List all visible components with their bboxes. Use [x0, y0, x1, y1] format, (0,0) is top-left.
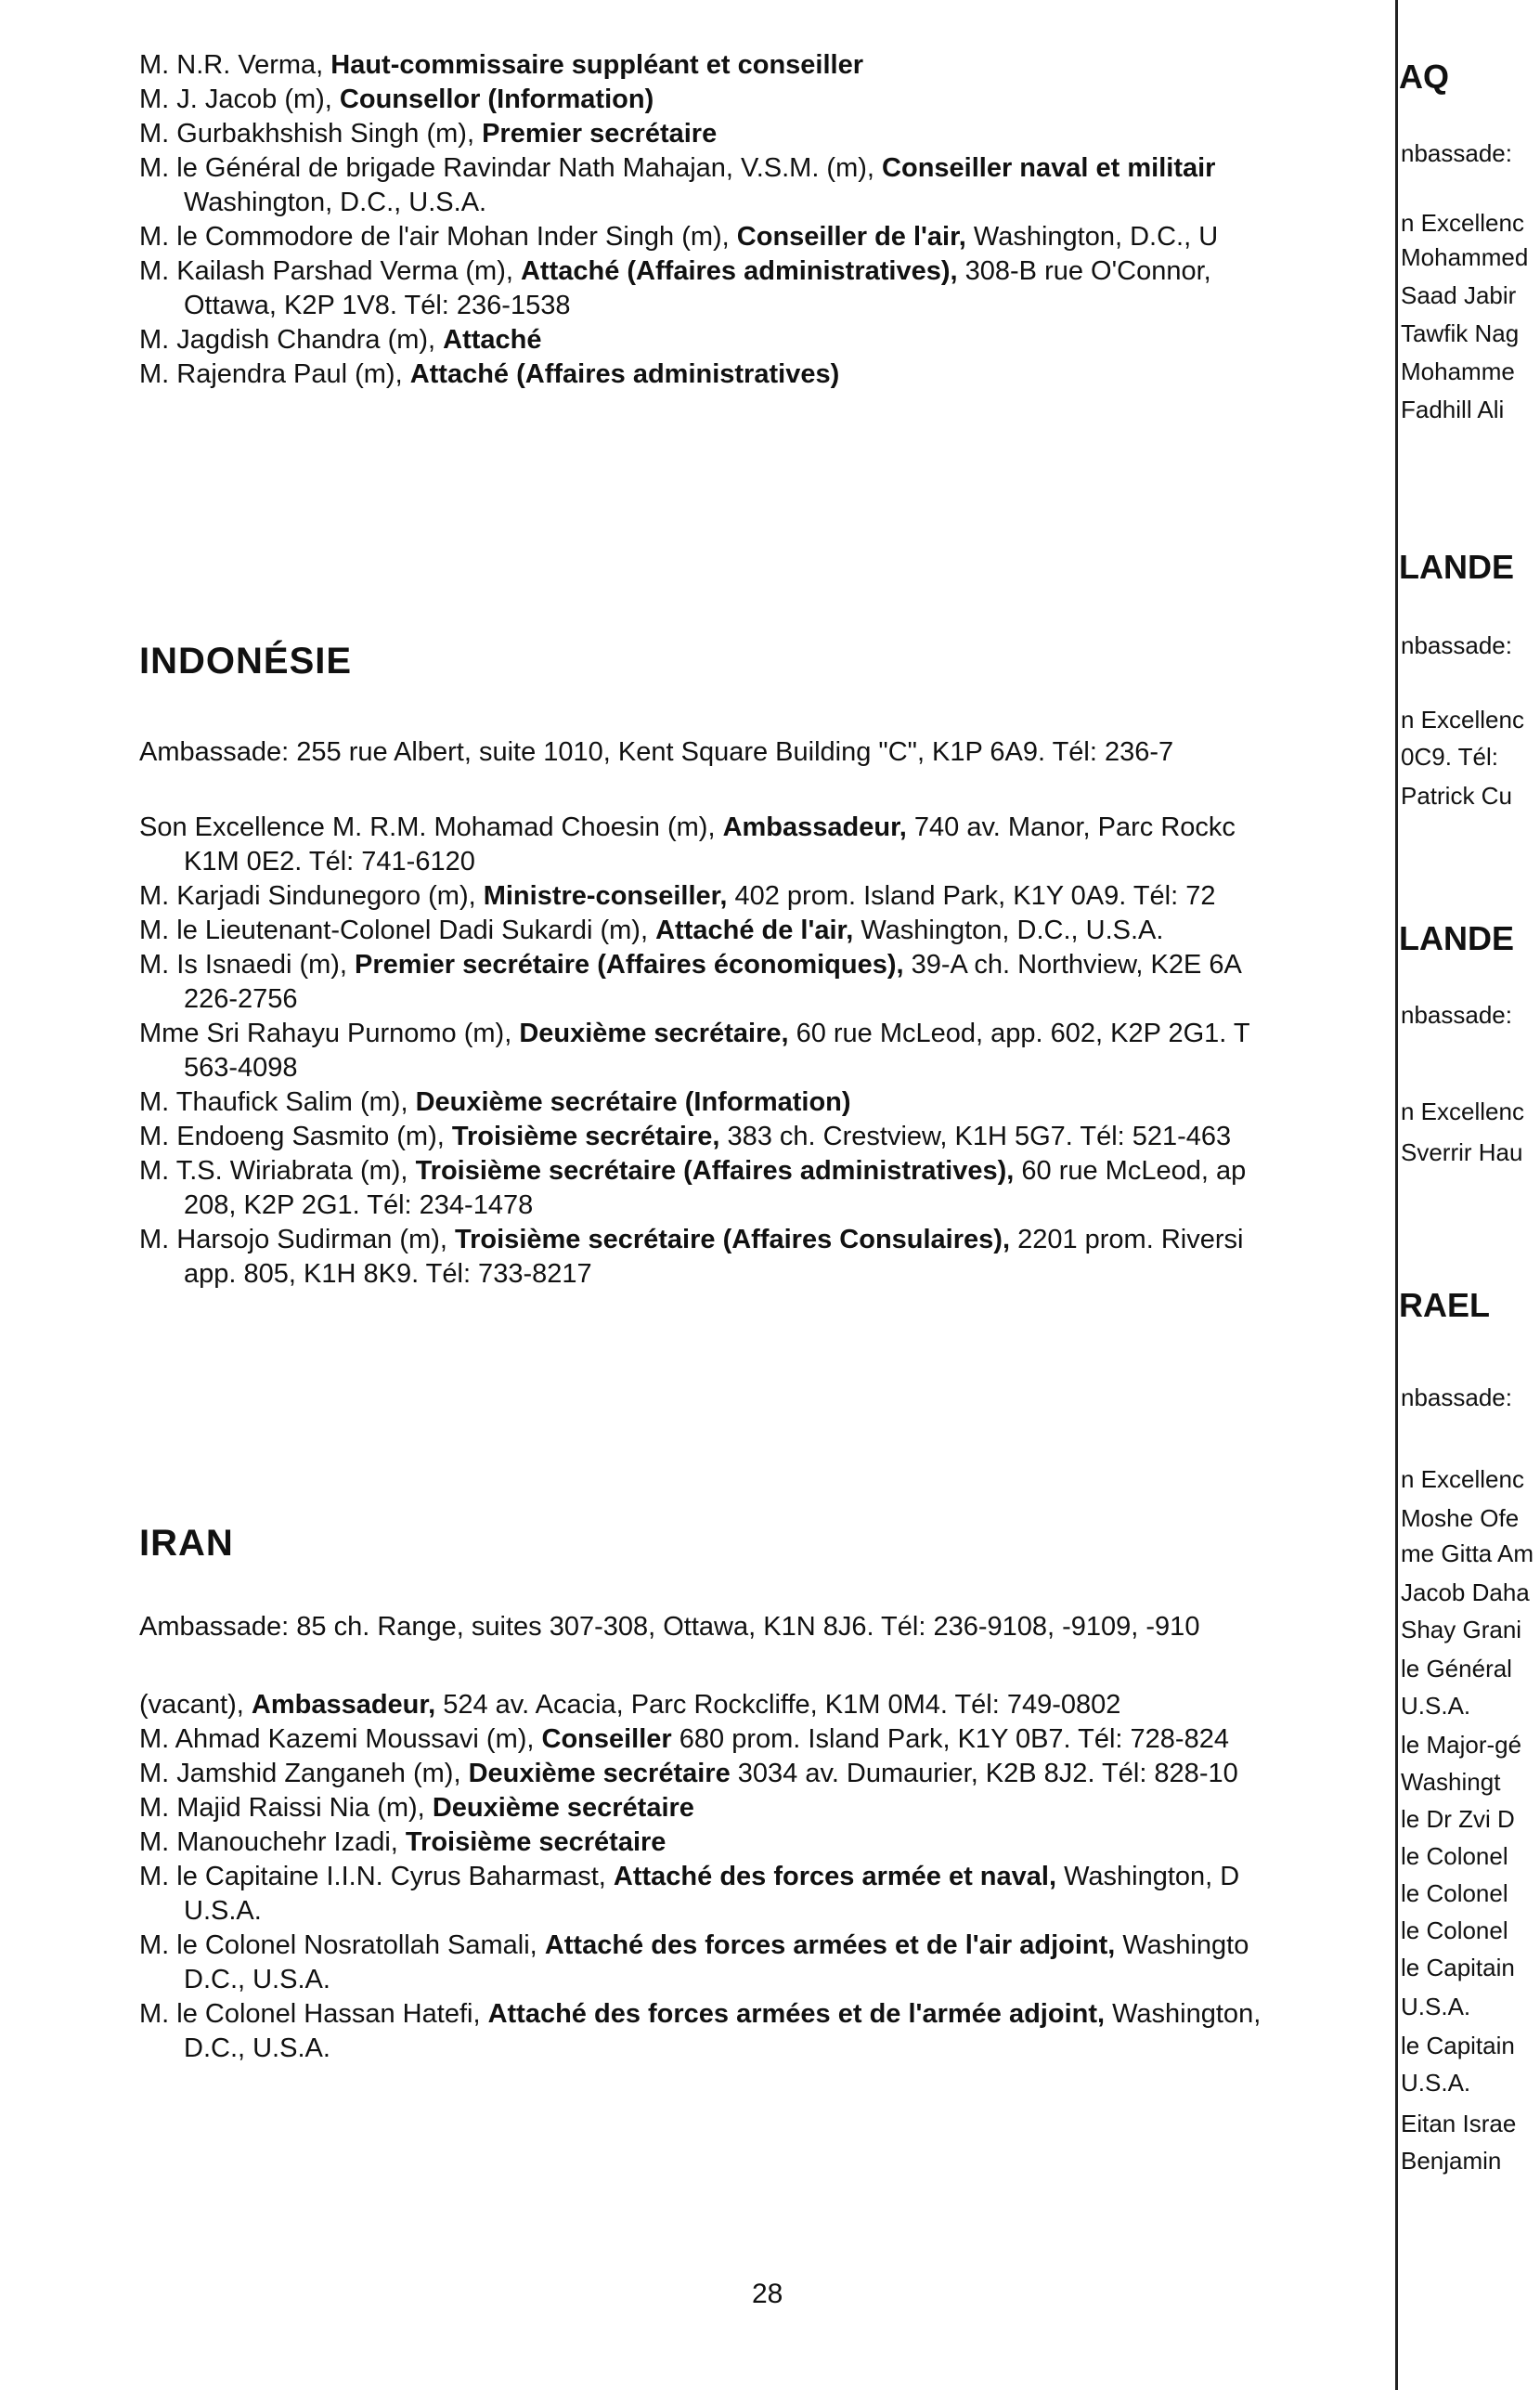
entry-name: D.C., U.S.A. — [184, 1965, 330, 1994]
entry-name: Ottawa, K2P 1V8. Tél: 236-1538 — [184, 291, 571, 320]
entry-title: Premier secrétaire — [482, 119, 718, 149]
entry-name: M. le Colonel Hassan Hatefi, — [139, 1999, 488, 2029]
clipped-text-line: me Gitta Am — [1401, 1539, 1534, 1567]
entry-name: D.C., U.S.A. — [184, 2033, 330, 2063]
page-number: 28 — [752, 2279, 783, 2309]
directory-entry — [139, 1929, 1397, 1963]
entry-name: 563-4098 — [184, 1053, 298, 1083]
entry-title: Attaché des forces armée et naval, — [613, 1862, 1065, 1891]
entry-title: Troisième secrétaire, — [451, 1122, 728, 1151]
directory-entry — [139, 811, 1397, 845]
clipped-text-line: Shay Grani — [1401, 1616, 1522, 1643]
entry-title: Attaché (Affaires administratives), — [520, 256, 965, 286]
directory-entry — [139, 1757, 1397, 1791]
section-heading-indonesie: INDONÉSIE — [139, 641, 353, 682]
entry-address: Washington, D.C., U — [973, 222, 1219, 252]
entry-title: Conseiller naval et militair — [882, 153, 1216, 183]
entry-name: 208, K2P 2G1. Tél: 234-1478 — [184, 1190, 534, 1220]
entry-address: Washingto — [1122, 1930, 1249, 1960]
directory-entry — [139, 289, 1397, 323]
entry-name: M. Jamshid Zanganeh (m), — [139, 1759, 469, 1788]
entry-name: M. Rajendra Paul (m), — [139, 359, 410, 389]
directory-entry — [139, 2032, 1397, 2066]
embassy-line-indonesie: Ambassade: 255 rue Albert, suite 1010, Kent Square Building "C", K1P 6A9. Tél: 236-7 — [139, 737, 1174, 767]
directory-entry — [139, 1223, 1397, 1257]
directory-entry — [139, 845, 1397, 879]
entry-title: Deuxième secrétaire, — [519, 1019, 796, 1048]
entry-title: Haut-commissaire suppléant et conseiller — [330, 50, 864, 80]
entry-name: M. N.R. Verma, — [139, 50, 331, 80]
clipped-text-line: n Excellenc — [1401, 1465, 1524, 1493]
directory-entry — [139, 1722, 1397, 1757]
directory-entry — [139, 48, 1397, 83]
directory-entry — [139, 357, 1397, 392]
clipped-text-line: U.S.A. — [1401, 2069, 1471, 2097]
directory-entry — [139, 1791, 1397, 1825]
clipped-text-line: Mohammed — [1401, 243, 1529, 271]
directory-entry — [139, 879, 1397, 914]
entry-name: Washington, D.C., U.S.A. — [184, 188, 487, 217]
entry-title: Attaché (Affaires administratives) — [409, 359, 840, 389]
clipped-text-line: 0C9. Tél: — [1401, 743, 1499, 771]
entry-name: M. Kailash Parshad Verma (m), — [139, 256, 521, 286]
entry-address: 680 prom. Island Park, K1Y 0B7. Tél: 728-824 — [679, 1724, 1229, 1754]
entry-name: M. le Lieutenant-Colonel Dadi Sukardi (m), — [139, 916, 656, 945]
section-heading-iran: IRAN — [139, 1523, 234, 1564]
entry-title: Deuxième secrétaire — [468, 1759, 738, 1788]
directory-entry — [139, 1997, 1397, 2032]
directory-entry — [139, 1963, 1397, 1997]
entry-title: Ambassadeur, — [722, 812, 914, 842]
entry-address: Washington, — [1112, 1999, 1262, 2029]
entry-name: Mme Sri Rahayu Purnomo (m), — [139, 1019, 520, 1048]
entry-address: 3034 av. Dumaurier, K2B 8J2. Tél: 828-10 — [737, 1759, 1238, 1788]
entry-name: M. Gurbakhshish Singh (m), — [139, 119, 483, 149]
clipped-text-line: Moshe Ofe — [1401, 1504, 1520, 1532]
entry-name: M. le Capitaine I.I.N. Cyrus Baharmast, — [139, 1862, 614, 1891]
entry-name: Son Excellence M. R.M. Mohamad Choesin (m), — [139, 812, 723, 842]
indonesie-entries — [139, 811, 1397, 1292]
directory-entry — [139, 948, 1397, 982]
clipped-text-line: Tawfik Nag — [1401, 319, 1520, 347]
clipped-text-line: le Colonel — [1401, 1879, 1508, 1907]
directory-entry — [139, 1189, 1397, 1223]
clipped-text-line: Patrick Cu — [1401, 782, 1512, 810]
entry-name: U.S.A. — [184, 1896, 262, 1926]
entry-address: Washington, D.C., U.S.A. — [861, 916, 1164, 945]
entry-name: M. Ahmad Kazemi Moussavi (m), — [139, 1724, 542, 1754]
directory-entry — [139, 1017, 1397, 1051]
entry-address: Washington, D — [1064, 1862, 1240, 1891]
directory-entry — [139, 1257, 1397, 1292]
directory-entry — [139, 1825, 1397, 1860]
directory-entry — [139, 1051, 1397, 1085]
entry-title: Conseiller — [541, 1724, 679, 1754]
clipped-text-line: Mohamme — [1401, 357, 1515, 385]
entry-address: 308-B rue O'Connor, — [964, 256, 1211, 286]
clipped-text-line: Benjamin — [1401, 2147, 1502, 2175]
entry-title: Deuxième secrétaire (Information) — [415, 1087, 851, 1117]
entry-address: 2201 prom. Riversi — [1017, 1225, 1244, 1254]
entry-title: Troisième secrétaire (Affaires Consulaires), — [455, 1225, 1018, 1254]
clipped-text-line: U.S.A. — [1401, 1692, 1471, 1720]
entry-name: (vacant), — [139, 1690, 252, 1720]
entry-address: 740 av. Manor, Parc Rockc — [913, 812, 1236, 842]
section-indonesie — [139, 641, 1397, 682]
entry-address: 402 prom. Island Park, K1Y 0A9. Tél: 72 — [734, 881, 1216, 911]
clipped-text-line: U.S.A. — [1401, 1993, 1471, 2020]
directory-entry — [139, 1154, 1397, 1189]
directory-entry — [139, 83, 1397, 117]
entry-address: 39-A ch. Northview, K2E 6A — [911, 950, 1242, 980]
entry-name: M. Majid Raissi Nia (m), — [139, 1793, 433, 1823]
entry-name: M. Is Isnaedi (m), — [139, 950, 356, 980]
entry-title: Deuxième secrétaire — [432, 1793, 694, 1823]
clipped-text-line: AQ — [1399, 58, 1449, 96]
entry-title: Counsellor (Information) — [339, 84, 654, 114]
entry-name: app. 805, K1H 8K9. Tél: 733-8217 — [184, 1259, 592, 1289]
clipped-text-line: le Général — [1401, 1655, 1512, 1682]
entry-title: Conseiller de l'air, — [736, 222, 974, 252]
clipped-text-line: n Excellenc — [1401, 1098, 1524, 1125]
clipped-text-line: Saad Jabir — [1401, 281, 1517, 309]
clipped-text-line: Eitan Israe — [1401, 2110, 1517, 2137]
clipped-text-line: nbassade: — [1401, 1001, 1512, 1029]
clipped-text-line: n Excellenc — [1401, 209, 1524, 237]
entry-name: M. Thaufick Salim (m), — [139, 1087, 416, 1117]
section-iran — [139, 1523, 1397, 1565]
entry-name: M. le Commodore de l'air Mohan Inder Singh (m), — [139, 222, 737, 252]
clipped-text-line: le Major-gé — [1401, 1731, 1522, 1759]
directory-entry — [139, 117, 1397, 151]
clipped-text-line: le Dr Zvi D — [1401, 1805, 1515, 1833]
clipped-text-line: Sverrir Hau — [1401, 1138, 1523, 1166]
clipped-text-line: le Capitain — [1401, 1954, 1515, 1981]
entry-address: 524 av. Acacia, Parc Rockcliffe, K1M 0M4. Tél: 749-0802 — [443, 1690, 1121, 1720]
entry-name: M. Harsojo Sudirman (m), — [139, 1225, 456, 1254]
iran-entries — [139, 1688, 1397, 2066]
entry-address: 383 ch. Crestview, K1H 5G7. Tél: 521-463 — [727, 1122, 1232, 1151]
directory-entry — [139, 254, 1397, 289]
entry-name: M. Jagdish Chandra (m), — [139, 325, 444, 355]
clipped-text-line: RAEL — [1399, 1286, 1490, 1324]
entry-address: 60 rue McLeod, app. 602, K2P 2G1. T — [796, 1019, 1250, 1048]
entry-title: Attaché — [443, 325, 542, 355]
entry-name: M. le Colonel Nosratollah Samali, — [139, 1930, 545, 1960]
entry-name: M. Karjadi Sindunegoro (m), — [139, 881, 484, 911]
directory-entry — [139, 1860, 1397, 1894]
entry-name: M. le Général de brigade Ravindar Nath Mahajan, V.S.M. (m), — [139, 153, 883, 183]
clipped-text-line: nbassade: — [1401, 139, 1512, 167]
clipped-text-line: le Colonel — [1401, 1842, 1508, 1870]
entry-name: M. Endoeng Sasmito (m), — [139, 1122, 452, 1151]
clipped-text-line: LANDE — [1399, 548, 1514, 586]
entry-name: M. T.S. Wiriabrata (m), — [139, 1156, 416, 1186]
entry-address: 60 rue McLeod, ap — [1021, 1156, 1247, 1186]
clipped-text-line: le Capitain — [1401, 2032, 1515, 2059]
clipped-text-line: Jacob Daha — [1401, 1578, 1530, 1606]
entry-name: M. J. Jacob (m), — [139, 84, 340, 114]
entry-title: Attaché des forces armées et de l'armée adjoint, — [487, 1999, 1113, 2029]
clipped-text-line: LANDE — [1399, 919, 1514, 957]
directory-entry — [139, 914, 1397, 948]
clipped-text-line: Washingt — [1401, 1768, 1501, 1796]
clipped-text-line: nbassade: — [1401, 631, 1512, 659]
top-entries — [139, 48, 1397, 392]
directory-entry — [139, 323, 1397, 357]
entry-title: Troisième secrétaire — [405, 1827, 666, 1857]
clipped-text-line: le Colonel — [1401, 1916, 1508, 1944]
entry-title: Ambassadeur, — [251, 1690, 444, 1720]
entry-title: Ministre-conseiller, — [483, 881, 735, 911]
entry-title: Attaché des forces armées et de l'air adjoint, — [544, 1930, 1123, 1960]
adjacent-page-column — [1397, 0, 1540, 2390]
clipped-text-line: nbassade: — [1401, 1383, 1512, 1411]
clipped-text-line: n Excellenc — [1401, 706, 1524, 734]
directory-entry — [139, 1894, 1397, 1929]
directory-entry — [139, 220, 1397, 254]
directory-entry — [139, 151, 1397, 186]
directory-entry — [139, 1120, 1397, 1154]
directory-entry — [139, 1085, 1397, 1120]
clipped-text-line: Fadhill Ali — [1401, 396, 1505, 423]
entry-name: 226-2756 — [184, 984, 298, 1014]
directory-entry — [139, 1688, 1397, 1722]
directory-entry — [139, 186, 1397, 220]
entry-title: Attaché de l'air, — [655, 916, 861, 945]
entry-name: M. Manouchehr Izadi, — [139, 1827, 406, 1857]
embassy-line-iran: Ambassade: 85 ch. Range, suites 307-308, Ottawa, K1N 8J6. Tél: 236-9108, -9109, -910 — [139, 1612, 1200, 1642]
directory-entry — [139, 982, 1397, 1017]
entry-name: K1M 0E2. Tél: 741-6120 — [184, 847, 475, 877]
entry-title: Troisième secrétaire (Affaires administratives), — [415, 1156, 1022, 1186]
entry-title: Premier secrétaire (Affaires économiques), — [355, 950, 912, 980]
